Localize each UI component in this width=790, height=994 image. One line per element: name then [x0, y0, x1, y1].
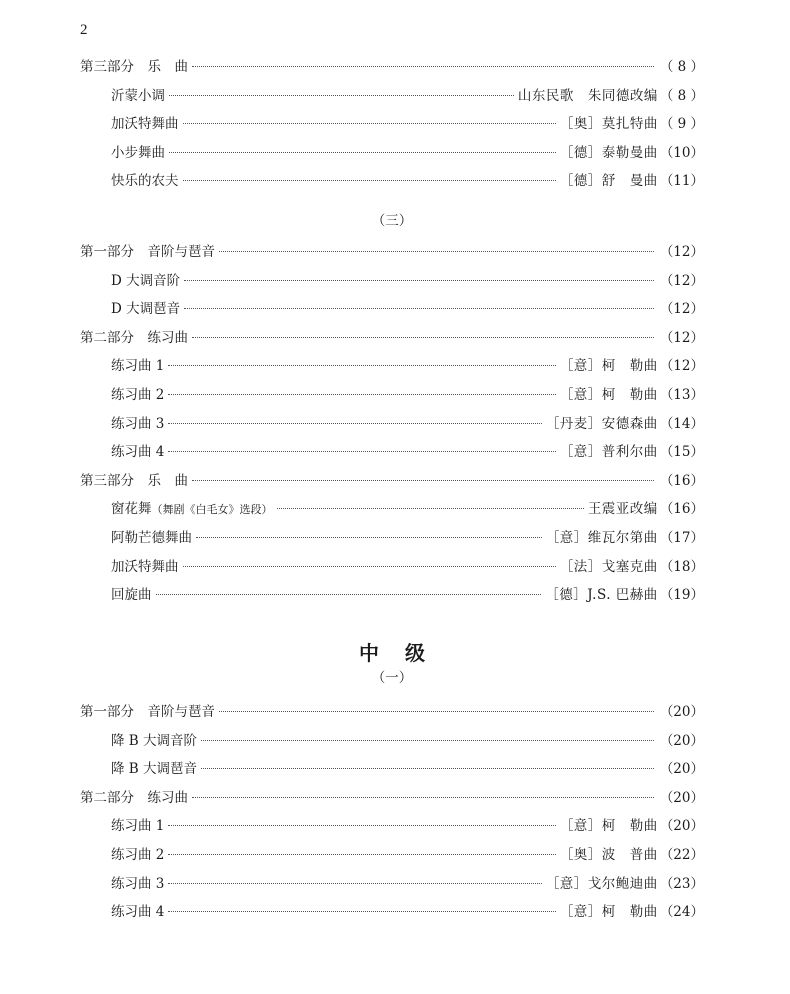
toc-entry-author: ［意］戈尔鲍迪曲	[545, 875, 658, 892]
dot-leader	[168, 911, 555, 912]
toc-entry-title: 降 B 大调音阶	[111, 732, 198, 749]
toc-entry	[80, 469, 704, 489]
toc-entry-author: ［意］柯 勒曲	[559, 904, 658, 921]
toc-entry-author: 山东民歌 朱同德改编	[517, 87, 658, 104]
toc-entry-author: ［丹麦］安德森曲	[545, 415, 658, 432]
dot-leader	[201, 740, 654, 741]
toc-entry	[80, 141, 704, 161]
toc-entry	[80, 55, 704, 75]
toc-entry	[80, 440, 704, 460]
toc-entry-page: （22）	[659, 847, 704, 863]
dot-leader	[169, 152, 556, 153]
toc-entry-author: ［意］维瓦尔第曲	[545, 530, 658, 546]
dot-leader	[192, 337, 654, 338]
toc-entry-title: 窗花舞（舞剧《白毛女》选段）	[111, 501, 273, 518]
toc-entry-page: （17）	[659, 530, 704, 546]
toc-entry-page: （24）	[659, 904, 704, 921]
toc-entry	[80, 383, 704, 403]
toc-entry-author: ［意］柯 勒曲	[559, 387, 658, 403]
toc-entry-page: （20）	[659, 732, 704, 749]
dot-leader	[156, 594, 542, 595]
toc-entry-title: 第三部分 乐 曲	[80, 472, 188, 489]
toc-entry-page: （12）	[659, 329, 704, 346]
toc-entry-author: 王震亚改编	[587, 501, 658, 518]
toc-entry-page: （ 8 ）	[659, 59, 704, 75]
dot-leader	[192, 480, 654, 481]
toc-entry-title: 练习曲 2	[111, 387, 165, 403]
section-heading-san: （三）	[371, 213, 413, 229]
toc-entry	[80, 583, 704, 603]
toc-entry-page: （20）	[659, 704, 704, 720]
toc-entry-page: （16）	[659, 501, 704, 518]
toc-entry-page: （20）	[659, 761, 704, 778]
toc-entry	[80, 297, 704, 317]
toc-entry-page: （19）	[659, 587, 704, 604]
toc-entry-author: ［德］J.S. 巴赫曲	[545, 587, 658, 604]
dot-leader	[201, 768, 654, 769]
toc-entry-title: 第二部分 练习曲	[80, 329, 188, 346]
toc-entry-title: 沂蒙小调	[111, 87, 165, 104]
toc-entry	[80, 526, 704, 546]
toc-entry-page: （12）	[659, 358, 704, 375]
toc-entry-title: 加沃特舞曲	[111, 558, 179, 575]
toc-entry	[80, 555, 704, 575]
toc-entry-page: （12）	[659, 301, 704, 318]
dot-leader	[183, 566, 556, 567]
toc-entry-title: 阿勒芒德舞曲	[111, 530, 192, 546]
toc-entry-page: （12）	[659, 244, 704, 260]
toc-entry-author: ［奥］波 普曲	[559, 847, 658, 863]
dot-leader	[168, 883, 541, 884]
toc-entry-page: （20）	[659, 789, 704, 806]
toc-entry-author: ［德］泰勒曼曲	[559, 144, 658, 161]
toc-entry-title: 练习曲 4	[111, 444, 165, 461]
dot-leader	[192, 66, 654, 67]
toc-entry-title: 练习曲 1	[111, 358, 165, 375]
section-heading-yi: （一）	[371, 670, 413, 686]
toc-entry-title: 练习曲 1	[111, 818, 165, 835]
toc-entry	[80, 814, 704, 834]
toc-entry-title: 降 B 大调琶音	[111, 761, 198, 778]
toc-entry	[80, 240, 704, 260]
dot-leader	[168, 825, 555, 826]
toc-entry	[80, 497, 704, 517]
toc-entry-title: 练习曲 2	[111, 847, 165, 863]
dot-leader	[168, 394, 555, 395]
toc-entry	[80, 326, 704, 346]
toc-entry-title: 小步舞曲	[111, 144, 165, 161]
toc-entry-title: 第三部分 乐 曲	[80, 59, 188, 75]
toc-entry-title: 练习曲 4	[111, 904, 165, 921]
toc-entry-page: （ 8 ）	[659, 87, 704, 104]
toc-entry-title: 回旋曲	[111, 587, 152, 604]
toc-entry-author: ［意］普利尔曲	[559, 444, 658, 461]
page-number: 2	[80, 22, 88, 38]
toc-entry	[80, 729, 704, 749]
toc-entry	[80, 269, 704, 289]
toc-entry-page: （23）	[659, 875, 704, 892]
toc-entry	[80, 872, 704, 892]
toc-entry-page: （12）	[659, 272, 704, 289]
toc-entry	[80, 786, 704, 806]
dot-leader	[168, 451, 555, 452]
toc-entry	[80, 112, 704, 132]
toc-entry	[80, 700, 704, 720]
toc-entry-author: ［德］舒 曼曲	[559, 173, 658, 190]
toc-entry-page: （18）	[659, 558, 704, 575]
dot-leader	[183, 123, 556, 124]
toc-entry-author: ［法］戈塞克曲	[559, 558, 658, 575]
toc-entry	[80, 169, 704, 189]
toc-entry-author: ［意］柯 勒曲	[559, 358, 658, 375]
dot-leader	[192, 797, 654, 798]
toc-entry	[80, 412, 704, 432]
toc-entry-page: （13）	[659, 387, 704, 403]
dot-leader	[219, 251, 654, 252]
toc-entry-page: （16）	[659, 472, 704, 489]
dot-leader	[183, 180, 556, 181]
dot-leader	[168, 423, 541, 424]
toc-entry-title: 第二部分 练习曲	[80, 789, 188, 806]
toc-entry-title: 练习曲 3	[111, 875, 165, 892]
toc-entry	[80, 757, 704, 777]
dot-leader	[168, 854, 555, 855]
toc-entry-title: 第一部分 音阶与琶音	[80, 244, 215, 260]
toc-entry-title: 快乐的农夫	[111, 173, 179, 190]
toc-entry-title: 练习曲 3	[111, 415, 165, 432]
dot-leader	[219, 711, 654, 712]
toc-entry	[80, 354, 704, 374]
toc-entry-page: （20）	[659, 818, 704, 835]
toc-entry	[80, 843, 704, 863]
toc-entry-title-note: （舞剧《白毛女》选段）	[151, 503, 273, 517]
level-heading-intermediate: 中级	[359, 641, 451, 665]
toc-entry-title: 加沃特舞曲	[111, 116, 179, 133]
toc-entry	[80, 900, 704, 920]
dot-leader	[184, 280, 654, 281]
dot-leader	[168, 365, 555, 366]
dot-leader	[169, 95, 514, 96]
toc-entry-page: （15）	[659, 444, 704, 461]
toc-entry-author: ［奥］莫扎特曲	[559, 116, 658, 133]
dot-leader	[184, 308, 654, 309]
toc-entry-page: （11）	[659, 173, 704, 190]
toc-entry-title: D 大调琶音	[111, 301, 181, 318]
toc-entry-page: （ 9 ）	[659, 116, 704, 133]
toc-entry	[80, 84, 704, 104]
toc-entry-title: D 大调音阶	[111, 272, 181, 289]
dot-leader	[277, 508, 584, 509]
toc-entry-author: ［意］柯 勒曲	[559, 818, 658, 835]
toc-entry-title: 第一部分 音阶与琶音	[80, 704, 215, 720]
dot-leader	[196, 537, 542, 538]
toc-entry-page: （14）	[659, 415, 704, 432]
toc-entry-page: （10）	[659, 144, 704, 161]
